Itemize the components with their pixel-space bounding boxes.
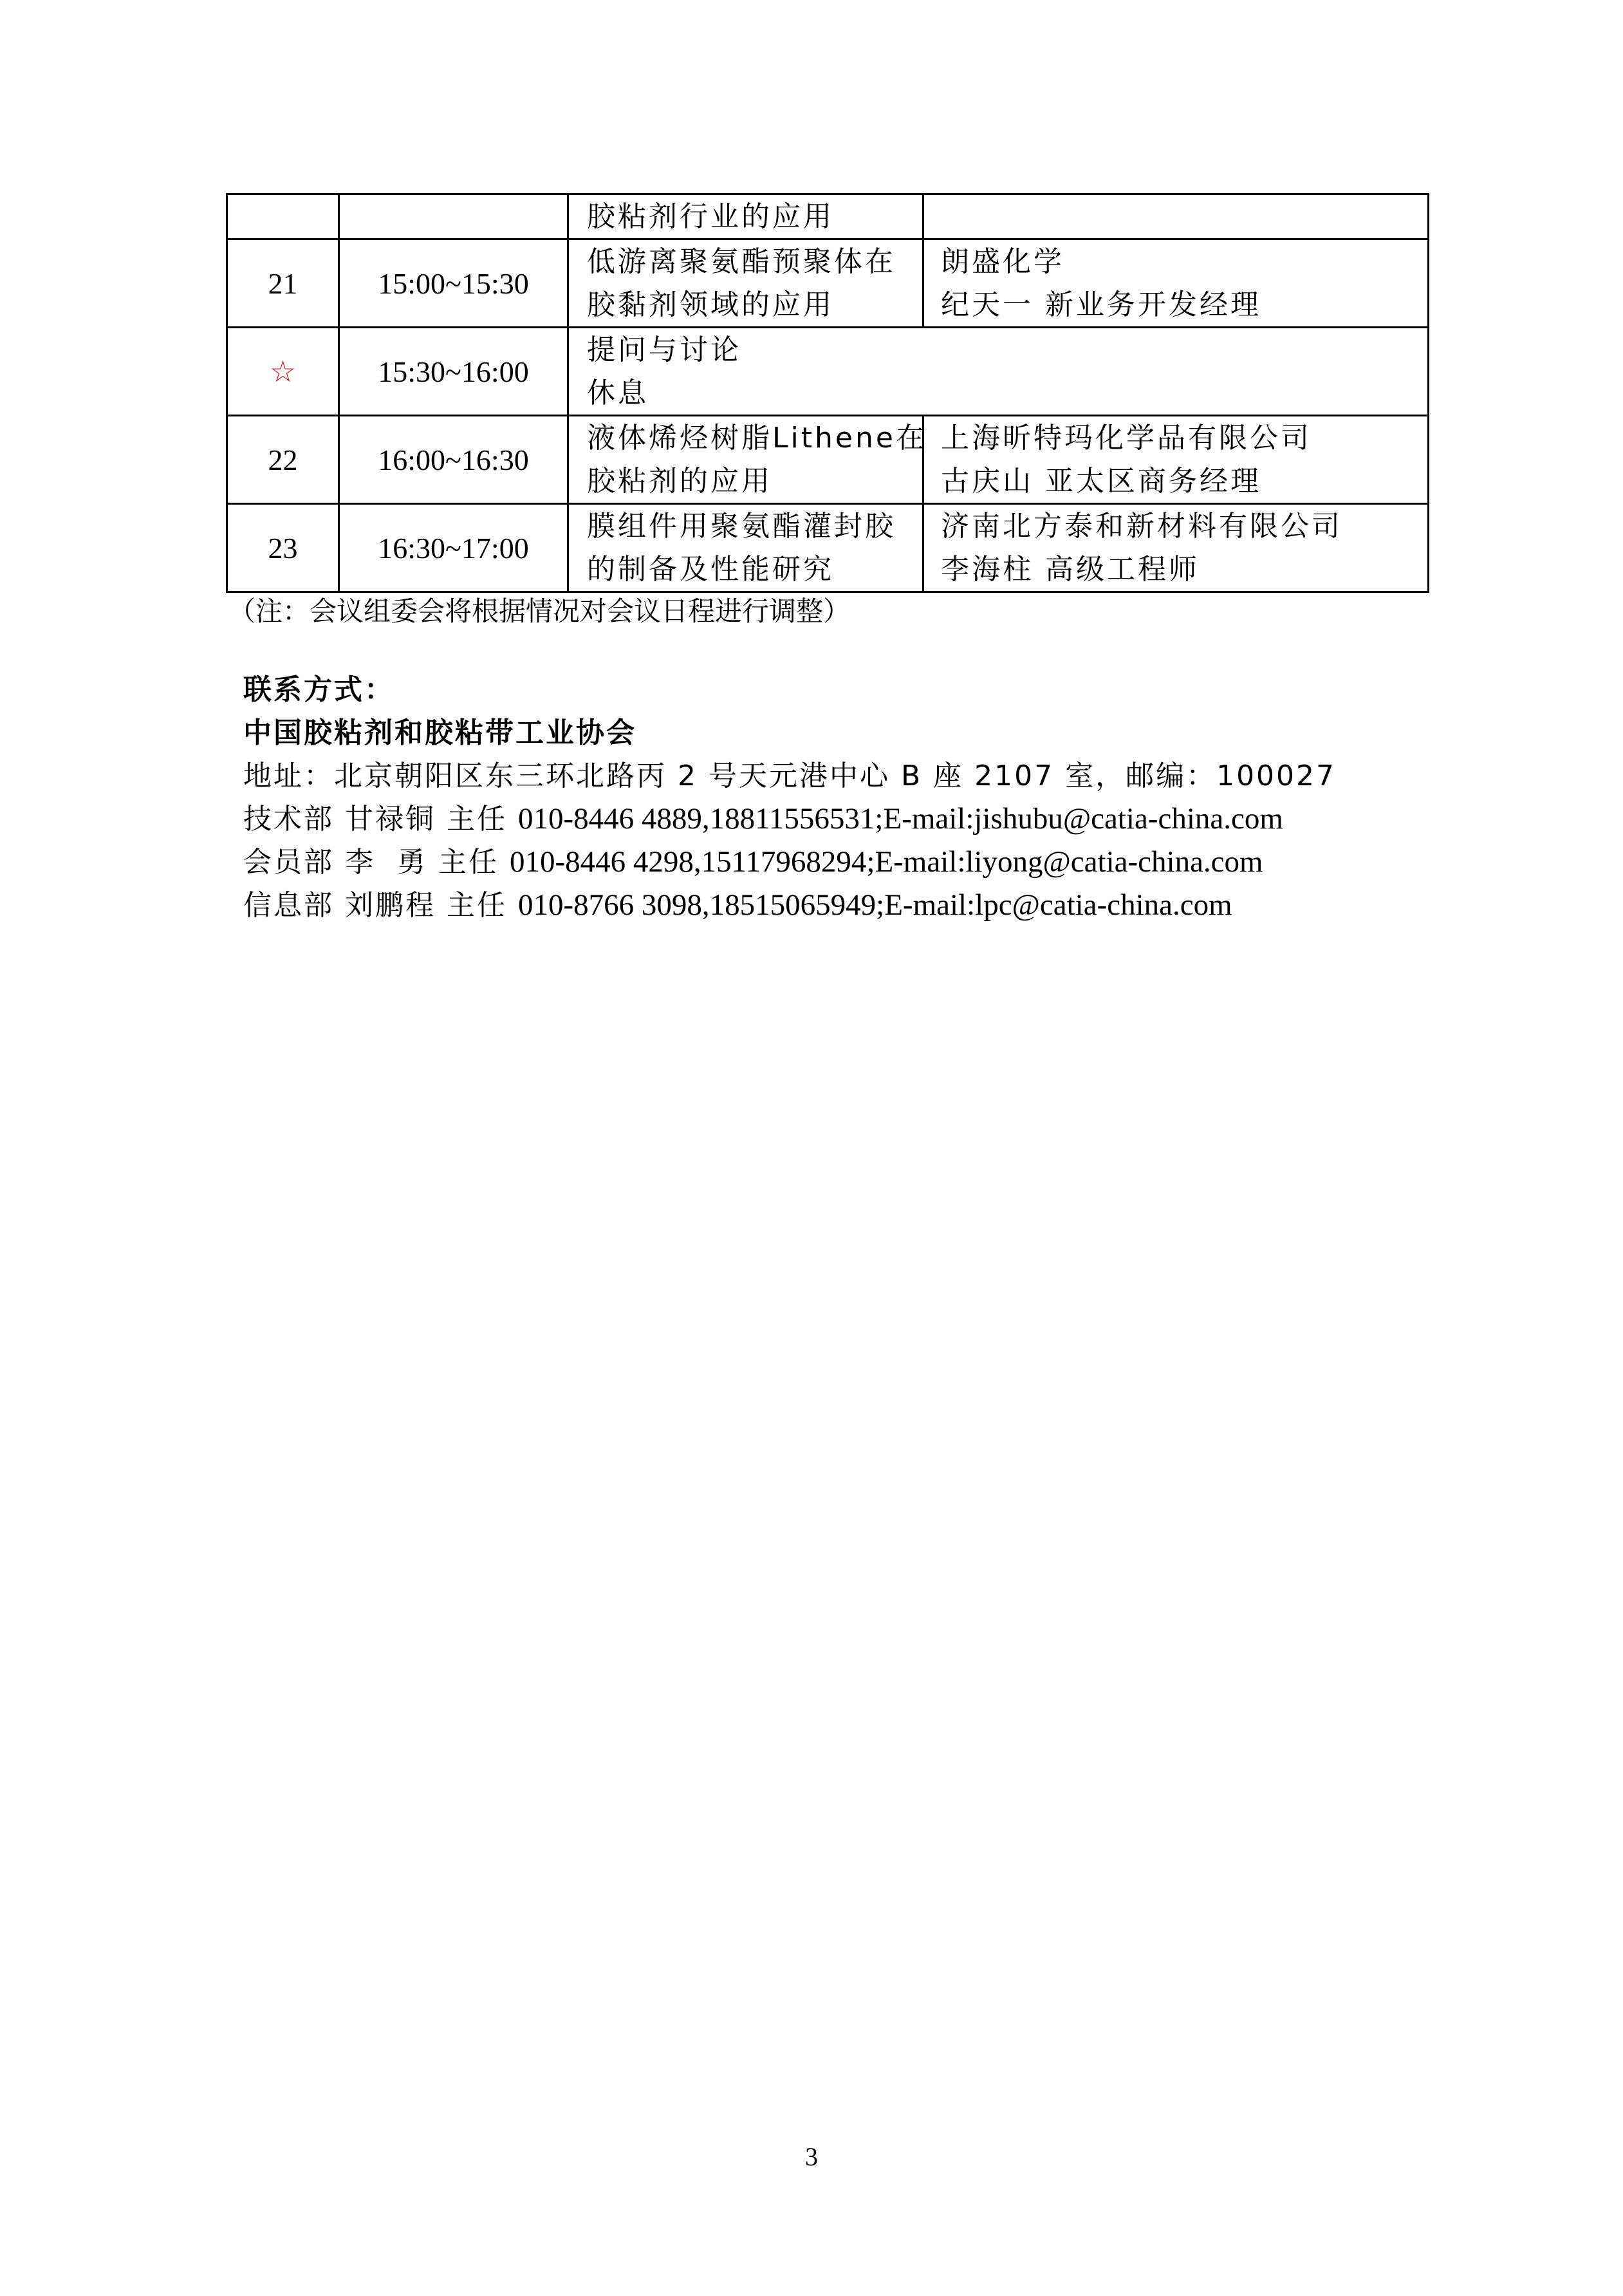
schedule-note: （注：会议组委会将根据情况对会议日程进行调整） — [228, 595, 851, 627]
table-row — [227, 416, 1429, 504]
schedule-table — [226, 193, 1429, 593]
number-cell: 21 — [227, 239, 339, 328]
time-cell: 16:30~17:00 — [339, 504, 568, 592]
time-cell: 15:00~15:30 — [339, 239, 568, 328]
table-row — [227, 239, 1429, 328]
organization-name: 中国胶粘剂和胶粘带工业协会 — [243, 716, 636, 749]
topic-cell — [568, 194, 923, 239]
number-cell: 23 — [227, 504, 339, 592]
contact-person — [243, 884, 1336, 927]
topic-line: 液体烯烃树脂Lithene在 — [587, 422, 927, 454]
topic-cell — [568, 239, 923, 328]
topic-line: 休息 — [587, 377, 649, 409]
topic-line: 膜组件用聚氨酯灌封胶 — [587, 510, 896, 543]
address-text: 北京朝阳区东三环北路丙 2 号天元港中心 B 座 2107 室，邮编：100027 — [334, 760, 1337, 792]
contact-dept: 信息部 — [243, 889, 334, 922]
topic-cell — [568, 504, 923, 592]
star-icon: ☆ — [227, 328, 339, 416]
contact-person — [243, 841, 1336, 884]
topic-cell — [568, 328, 1429, 416]
topic-cell — [568, 416, 927, 504]
address-label: 地址： — [243, 760, 334, 792]
speaker-company: 朗盛化学 — [941, 245, 1064, 278]
speaker-company: 济南北方泰和新材料有限公司 — [941, 510, 1342, 543]
time-cell: 15:30~16:00 — [339, 328, 568, 416]
contact-title: 主任 — [447, 803, 507, 835]
topic-line: 的制备及性能研究 — [587, 553, 834, 586]
contact-details: 010-8446 4298,15117968294;E-mail:liyong@catia-china.com — [509, 845, 1263, 879]
speaker-company: 上海昕特玛化学品有限公司 — [941, 422, 1312, 454]
speaker-cell — [923, 416, 1429, 504]
speaker-cell — [923, 239, 1429, 328]
number-cell: 22 — [227, 416, 339, 504]
speaker-name-title: 古庆山 亚太区商务经理 — [941, 465, 1261, 498]
contact-person — [243, 798, 1336, 841]
contact-details: 010-8766 3098,18515065949;E-mail:lpc@catia-china.com — [518, 888, 1232, 922]
contact-dept: 技术部 — [243, 803, 334, 835]
contact-heading: 联系方式： — [243, 673, 394, 706]
address-line — [243, 754, 1336, 798]
topic-line: 胶黏剂领域的应用 — [587, 288, 834, 321]
topic-line: 胶粘剂的应用 — [587, 465, 772, 498]
topic-line: 提问与讨论 — [587, 333, 741, 366]
contact-details: 010-8446 4889,18811556531;E-mail:jishubu@catia-china.com — [518, 802, 1283, 835]
table-row-discussion — [227, 328, 1429, 416]
contact-title: 主任 — [438, 846, 499, 879]
speaker-name-title: 李海柱 高级工程师 — [941, 553, 1200, 586]
table-row — [227, 504, 1429, 592]
time-cell — [339, 194, 568, 239]
topic-line: 低游离聚氨酯预聚体在 — [587, 245, 896, 278]
contact-name: 甘禄铜 — [345, 803, 436, 835]
number-cell — [227, 194, 339, 239]
topic-line: 胶粘剂行业的应用 — [587, 200, 834, 233]
contact-title: 主任 — [447, 889, 507, 922]
contact-name: 李 勇 — [345, 846, 427, 879]
speaker-cell — [923, 504, 1429, 592]
time-cell: 16:00~16:30 — [339, 416, 568, 504]
page-number: 3 — [805, 2142, 818, 2171]
speaker-name-title: 纪天一 新业务开发经理 — [941, 288, 1261, 321]
contact-name: 刘鹏程 — [345, 889, 436, 922]
speaker-cell — [923, 194, 1429, 239]
table-row-continuation — [227, 194, 1429, 239]
contact-section — [243, 668, 1336, 927]
contact-dept: 会员部 — [243, 846, 334, 879]
